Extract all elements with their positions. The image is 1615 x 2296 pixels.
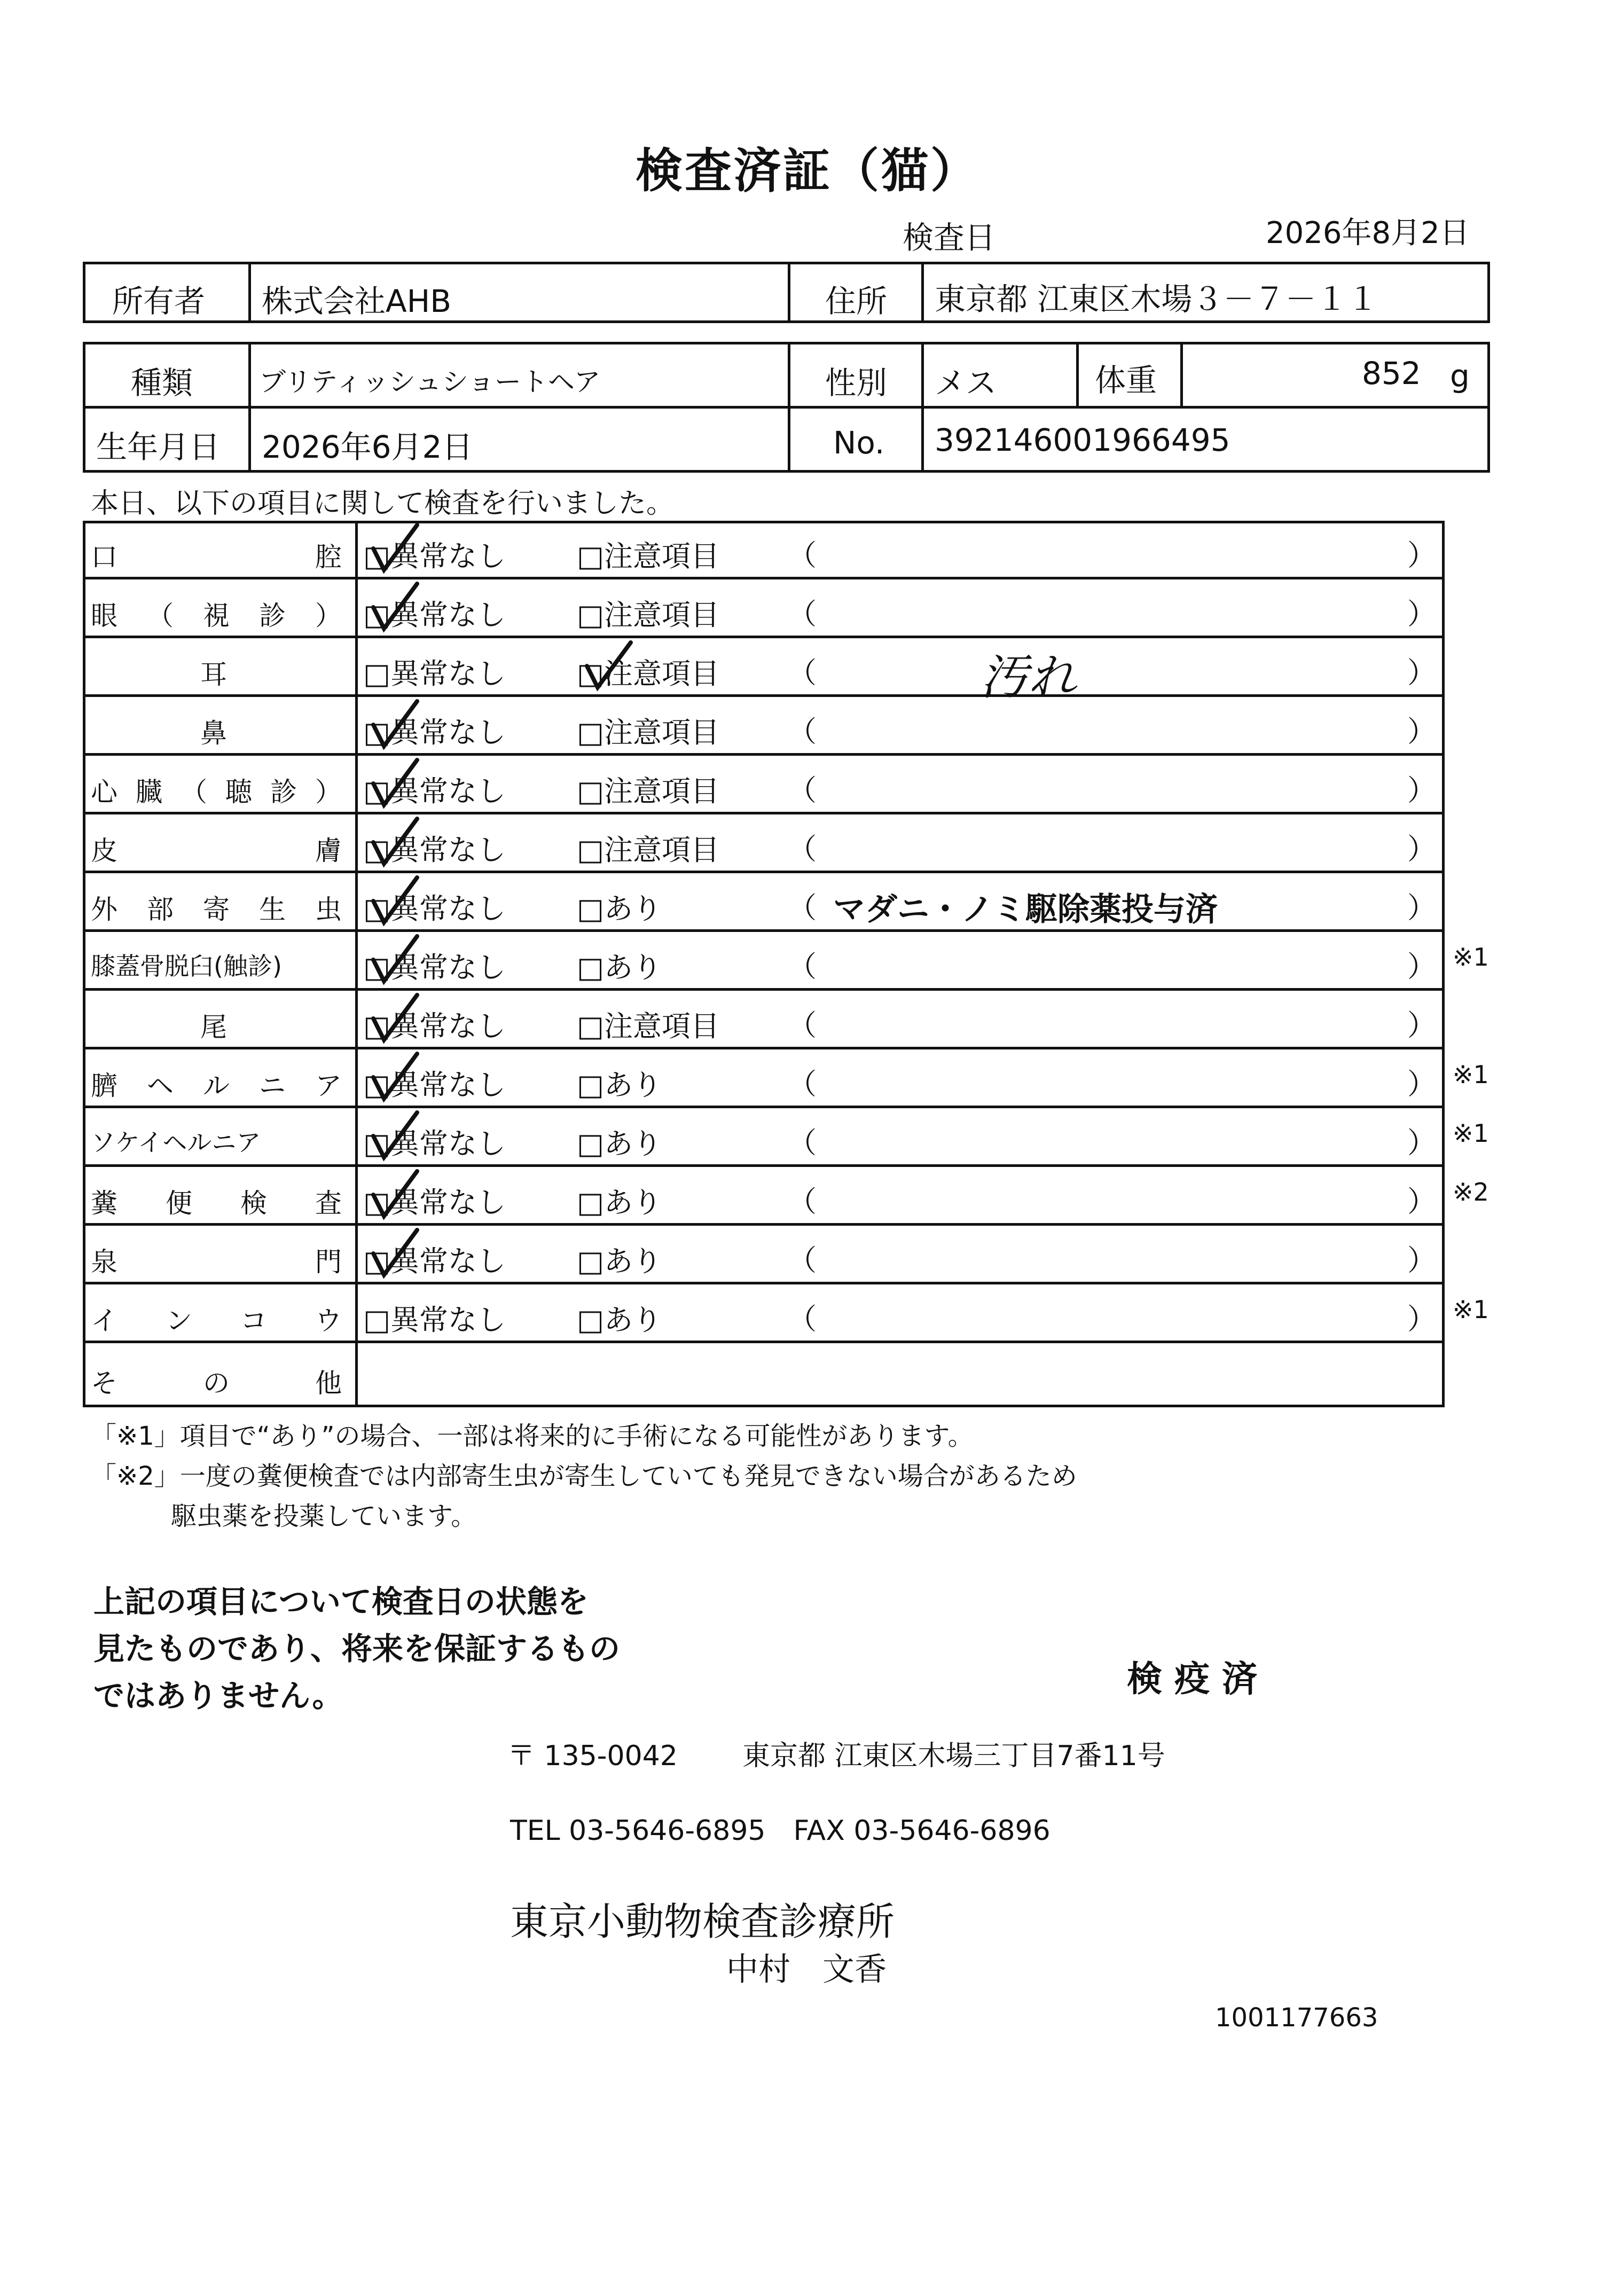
footnote-marker: ※1 <box>1453 1295 1489 1324</box>
inspection-row <box>83 1049 1489 1108</box>
breed-value: ブリティッシュショートヘア <box>259 366 601 397</box>
remark-close-paren: ） <box>1407 597 1436 631</box>
postal-code: 〒 135-0042 <box>507 1740 678 1772</box>
clinic-phone-fax: TEL 03-5646-6895 FAX 03-5646-6896 <box>510 1815 1050 1847</box>
address-value: 東京都 江東区木場３－７－１１ <box>935 281 1378 317</box>
serial-number: 1001177663 <box>1215 2003 1378 2033</box>
remark-close-paren: ） <box>1407 1067 1436 1101</box>
check-mark-icon <box>366 1226 425 1284</box>
option-second[interactable]: □注意項目 <box>577 539 720 573</box>
remark-open-paren: （ <box>788 950 817 983</box>
footnote-1: 「※1」項目で“あり”の場合、一部は将来的に手術になる可能性があります。 <box>91 1421 974 1451</box>
footnote-marker: ※1 <box>1453 1060 1489 1089</box>
birth-value: 2026年6月2日 <box>262 429 473 465</box>
remark-close-paren: ） <box>1407 891 1436 924</box>
inspection-row <box>83 991 1445 1049</box>
check-mark-icon <box>366 521 425 579</box>
clinic-address: 東京都 江東区木場三丁目7番11号 <box>742 1740 1165 1772</box>
option-normal[interactable]: □異常なし <box>363 1186 506 1219</box>
remark-open-paren: （ <box>788 1243 817 1277</box>
option-normal[interactable]: □異常なし <box>363 1068 506 1102</box>
inspection-item-label: 外 部 寄 生 虫 <box>91 894 342 925</box>
option-second[interactable]: □注意項目 <box>577 716 720 749</box>
number-value: 392146001966495 <box>935 422 1230 458</box>
option-second[interactable]: □あり <box>577 1186 662 1219</box>
option-normal[interactable]: □異常なし <box>363 1127 506 1161</box>
footnote-marker: ※1 <box>1453 943 1489 971</box>
option-second[interactable]: □あり <box>577 1068 662 1102</box>
number-label: No. <box>833 425 885 461</box>
check-mark-icon <box>366 756 425 814</box>
option-second[interactable]: □注意項目 <box>577 598 720 632</box>
remark-open-paren: （ <box>788 1302 817 1336</box>
inspection-row <box>83 579 1445 638</box>
breed-label: 種類 <box>131 365 193 401</box>
remark-open-paren: （ <box>788 773 817 807</box>
remark-close-paren: ） <box>1407 538 1436 572</box>
inspection-item-label: 口 腔 <box>91 542 342 573</box>
inspection-item-label: イ ン コ ウ <box>91 1305 342 1336</box>
option-second[interactable]: □あり <box>577 951 662 984</box>
inspection-row <box>83 932 1489 991</box>
check-mark-icon <box>366 991 425 1049</box>
inspection-row <box>83 1284 1489 1343</box>
remark-close-paren: ） <box>1407 1008 1436 1042</box>
weight-label: 体重 <box>1095 362 1157 398</box>
other-label: そ の 他 <box>91 1368 342 1399</box>
remark-close-paren: ） <box>1407 656 1436 689</box>
option-second[interactable]: □あり <box>577 1127 662 1161</box>
owner-box <box>83 262 1490 323</box>
exam-date-label: 検査日 <box>903 220 996 256</box>
remark-text: 汚れ <box>980 649 1076 706</box>
check-mark-icon <box>366 814 425 873</box>
remark-open-paren: （ <box>788 715 817 748</box>
check-mark-icon <box>366 1167 425 1226</box>
inspection-row <box>83 1226 1445 1284</box>
sex-label: 性別 <box>825 365 888 401</box>
check-mark-icon <box>366 579 425 638</box>
weight-unit: g <box>1450 358 1470 394</box>
remark-close-paren: ） <box>1407 773 1436 807</box>
remark-close-paren: ） <box>1407 1126 1436 1159</box>
inspection-item-label: 糞 便 検 査 <box>91 1188 342 1219</box>
remark-open-paren: （ <box>788 891 817 924</box>
inspection-row <box>83 521 1445 579</box>
footnote-marker: ※2 <box>1453 1178 1489 1206</box>
option-second[interactable]: □注意項目 <box>577 657 720 691</box>
check-mark-icon <box>366 873 425 932</box>
inspection-item-label: 鼻 <box>200 718 227 749</box>
birth-label: 生年月日 <box>96 429 221 465</box>
address-label: 住所 <box>825 283 888 319</box>
remark-close-paren: ） <box>1407 715 1436 748</box>
option-normal[interactable]: □異常なし <box>363 598 506 632</box>
inspection-row <box>83 697 1445 756</box>
inspection-row <box>83 873 1445 932</box>
exam-date-value: 2026年8月2日 <box>1266 216 1470 250</box>
check-mark-icon <box>366 697 425 756</box>
remark-open-paren: （ <box>788 1126 817 1159</box>
remark-open-paren: （ <box>788 1067 817 1101</box>
option-normal[interactable]: □異常なし <box>363 1009 506 1043</box>
inspection-item-label: ソケイヘルニア <box>91 1128 261 1157</box>
inspection-item-label: 心 臓 （ 聴 診 ） <box>91 777 342 808</box>
clinic-name: 東京小動物検査診療所 <box>510 1899 895 1944</box>
disclaimer-line-3: ではありません。 <box>93 1678 343 1714</box>
weight-value: 852 <box>1362 355 1421 391</box>
inspection-row <box>83 814 1445 873</box>
owner-label: 所有者 <box>112 283 206 319</box>
inspection-item-label: 耳 <box>200 659 227 690</box>
sex-value: メス <box>935 365 997 401</box>
option-second[interactable]: □あり <box>577 892 662 926</box>
remark-close-paren: ） <box>1407 950 1436 983</box>
other-row <box>83 1349 1445 1407</box>
remark-close-paren: ） <box>1407 832 1436 866</box>
option-normal[interactable]: □異常なし <box>363 951 506 984</box>
document-title: 検査済証（猫） <box>635 143 979 198</box>
footnote-2-continued: 駆虫薬を投薬しています。 <box>171 1501 477 1531</box>
inspection-row <box>83 1108 1489 1167</box>
disclaimer-line-1: 上記の項目について検査日の状態を <box>93 1584 589 1620</box>
option-normal[interactable]: □異常なし <box>363 892 506 926</box>
remark-open-paren: （ <box>788 597 817 631</box>
remark-close-paren: ） <box>1407 1243 1436 1277</box>
option-second[interactable]: □注意項目 <box>577 833 720 867</box>
option-second[interactable]: □注意項目 <box>577 774 720 808</box>
footnote-2: 「※2」一度の糞便検査では内部寄生虫が寄生していても発見できない場合があるため <box>91 1461 1077 1491</box>
check-mark-icon <box>366 1049 425 1108</box>
option-normal[interactable]: □異常なし <box>363 716 506 749</box>
option-second[interactable]: □あり <box>577 1244 662 1278</box>
check-mark-icon <box>366 932 425 991</box>
check-mark-icon <box>579 638 638 697</box>
remark-text: マダニ・ノミ駆除薬投与済 <box>833 891 1218 928</box>
option-normal[interactable]: □異常なし <box>363 774 506 808</box>
option-normal[interactable]: □異常なし <box>363 833 506 867</box>
inspection-item-label: 臍 ヘ ル ニ ア <box>91 1070 342 1101</box>
inspection-item-label: 膝蓋骨脱臼(触診) <box>91 952 282 981</box>
disclaimer-line-2: 見たものであり、将来を保証するもの <box>93 1631 621 1667</box>
inspection-row <box>83 638 1445 706</box>
inspection-item-label: 尾 <box>200 1012 227 1043</box>
footnote-marker: ※1 <box>1453 1119 1489 1148</box>
remark-close-paren: ） <box>1407 1185 1436 1218</box>
inspection-row <box>83 1167 1489 1226</box>
inspection-row <box>83 756 1445 814</box>
remark-close-paren: ） <box>1407 1302 1436 1336</box>
option-normal[interactable]: □異常なし <box>363 657 506 691</box>
pet-info-box <box>83 342 1490 473</box>
inspection-item-label: 眼 （ 視 診 ） <box>91 600 342 631</box>
remark-open-paren: （ <box>788 832 817 866</box>
doctor-name: 中村 文香 <box>726 1951 887 1988</box>
option-normal[interactable]: □異常なし <box>363 539 506 573</box>
remark-open-paren: （ <box>788 1008 817 1042</box>
check-mark-icon <box>366 1108 425 1167</box>
quarantine-stamp: 検 疫 済 <box>1127 1658 1257 1699</box>
option-second[interactable]: □あり <box>577 1303 662 1337</box>
remark-open-paren: （ <box>788 656 817 689</box>
disclaimer <box>93 1578 620 1719</box>
option-normal[interactable]: □異常なし <box>363 1303 506 1337</box>
owner-value: 株式会社AHB <box>262 283 452 319</box>
option-normal[interactable]: □異常なし <box>363 1244 506 1278</box>
remark-open-paren: （ <box>788 1185 817 1218</box>
inspection-item-label: 泉 門 <box>91 1247 342 1278</box>
remark-open-paren: （ <box>788 538 817 572</box>
inspection-item-label: 皮 膚 <box>91 835 342 866</box>
intro-text: 本日、以下の項目に関して検査を行いました。 <box>91 488 675 520</box>
option-second[interactable]: □注意項目 <box>577 1009 720 1043</box>
